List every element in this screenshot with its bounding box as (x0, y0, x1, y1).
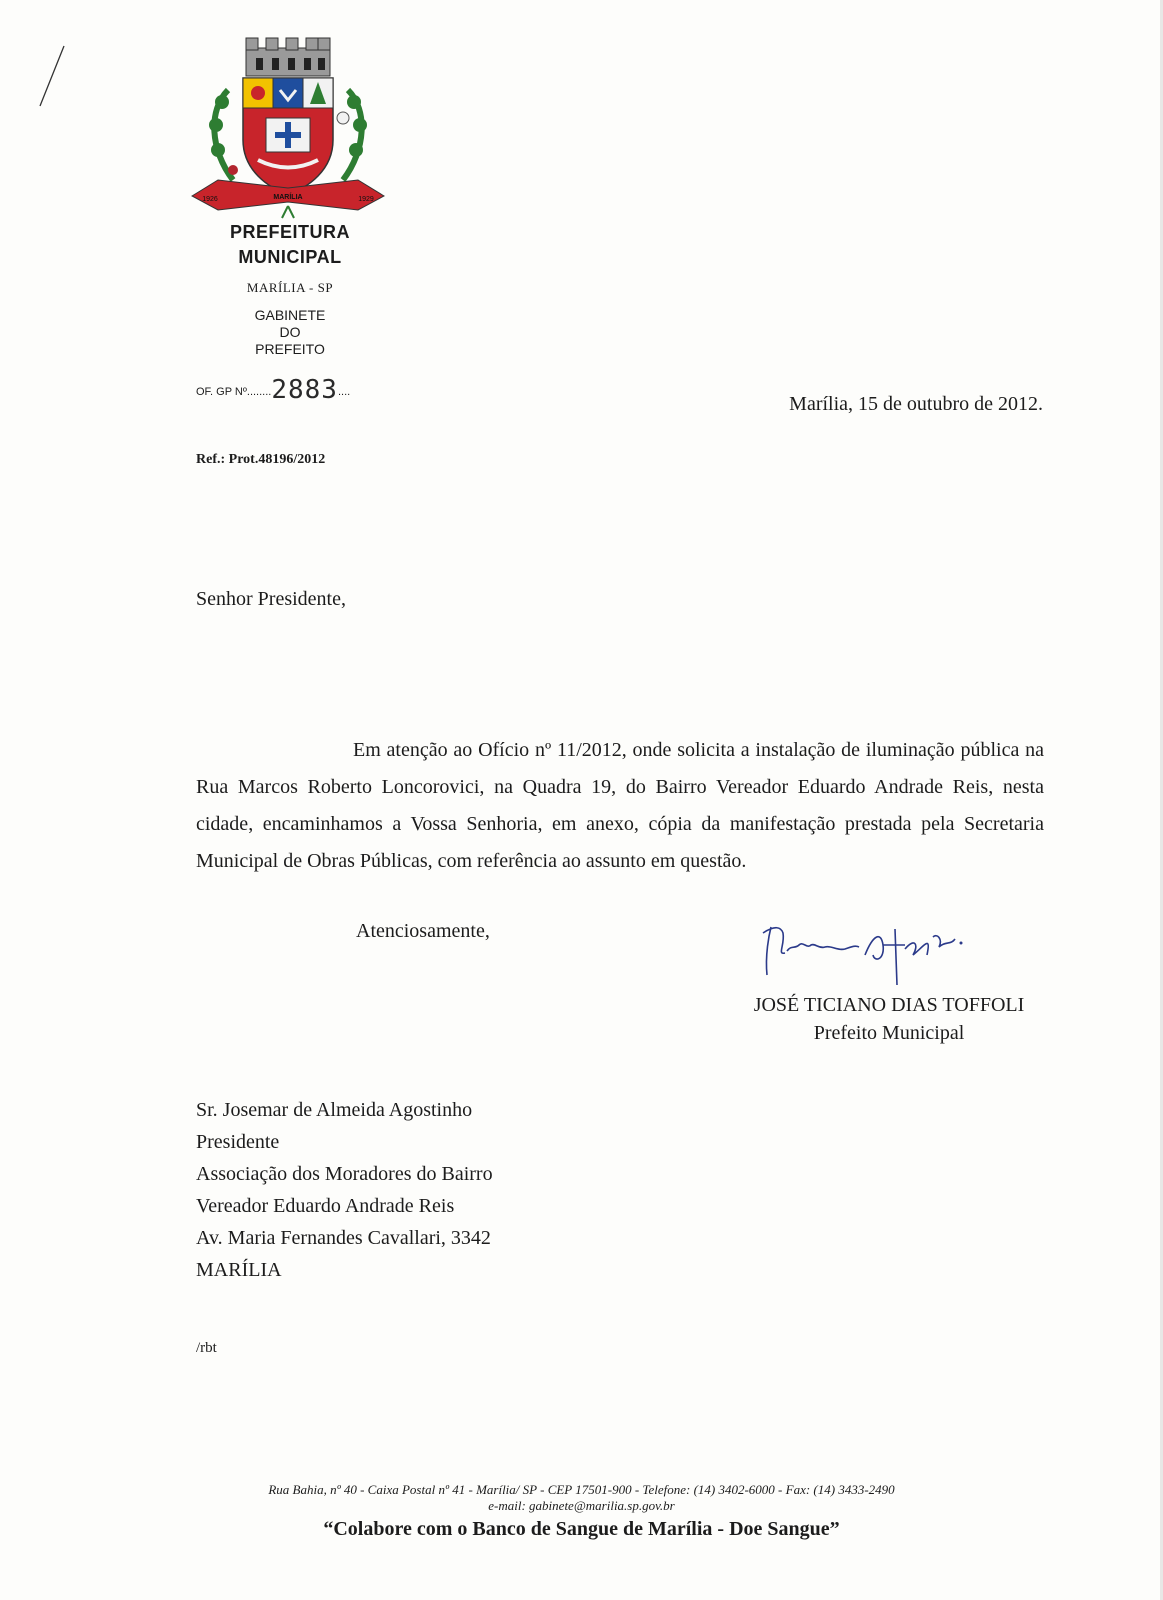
footer-email: e-mail: gabinete@marilia.sp.gov.br (488, 1498, 675, 1513)
pen-mark (38, 44, 78, 114)
crest-ribbon-text: MARÍLIA (273, 194, 303, 201)
office-line2: DO (279, 324, 301, 340)
recipient-name: Sr. Josemar de Almeida Agostinho (196, 1099, 473, 1121)
closing: Atenciosamente, (356, 920, 490, 942)
footer (0, 1482, 1163, 1541)
ofgp-number: 2883 (271, 375, 338, 405)
office-block (175, 307, 405, 358)
institution-line2: MUNICIPAL (238, 247, 342, 267)
signatory-block (734, 991, 1044, 1047)
crest-year-left: 1926 (202, 196, 218, 203)
office-line1: GABINETE (254, 307, 326, 323)
coat-of-arms-icon (188, 30, 388, 220)
ofgp-number-line: OF. GP Nº........2883.... (196, 375, 351, 405)
signatory-title: Prefeito Municipal (813, 1022, 965, 1044)
body-paragraph: Em atenção ao Ofício nº 11/2012, onde solicita a instalação de iluminação pública na Rua Marcos Roberto Loncorovici, na Quadra 19, do Bairro Vereador Eduardo Andrade Reis, nesta cidade, encaminhamos a Vossa Senhoria, em anexo, cópia da manifestação prestada pela Secretaria Municipal de Obras Públicas, com referência ao assunto em questão. (196, 739, 1044, 872)
header-city: MARÍLIA - SP (246, 280, 334, 295)
reference-line: Ref.: Prot.48196/2012 (196, 452, 326, 467)
date-line: Marília, 15 de outubro de 2012. (789, 393, 1043, 415)
recipient-org-line2: Vereador Eduardo Andrade Reis (196, 1195, 455, 1217)
signatory-name: JOSÉ TICIANO DIAS TOFFOLI (753, 994, 1025, 1016)
recipient-address: Av. Maria Fernandes Cavallari, 3342 (196, 1227, 491, 1249)
body-text (196, 732, 1044, 880)
ofgp-label: OF. GP Nº (196, 386, 247, 398)
institution-line1: PREFEITURA (229, 222, 350, 242)
salutation: Senhor Presidente, (196, 588, 346, 610)
recipient-role: Presidente (196, 1131, 280, 1153)
footer-address: Rua Bahia, nº 40 - Caixa Postal nº 41 - Marília/ SP - CEP 17501-900 - Telefone: (14) 3402-6000 - Fax: (14) 3433-2490 (268, 1482, 895, 1497)
recipient-block (196, 1094, 493, 1286)
signature-icon (755, 915, 995, 985)
crest-year-right: 1929 (358, 196, 374, 203)
recipient-city: MARÍLIA (196, 1259, 282, 1281)
typist-initials: /rbt (196, 1340, 217, 1356)
office-line3: PREFEITO (255, 341, 325, 357)
recipient-org-line1: Associação dos Moradores do Bairro (196, 1163, 493, 1185)
footer-motto: “Colabore com o Banco de Sangue de Marília - Doe Sangue” (323, 1518, 840, 1540)
